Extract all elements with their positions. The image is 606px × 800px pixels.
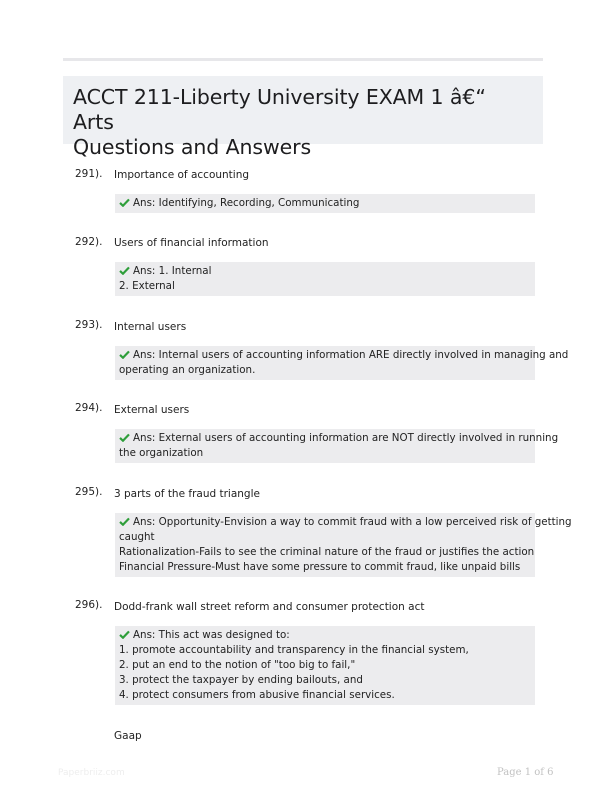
question-text: 3 parts of the fraud triangle: [114, 488, 260, 500]
answer-text: Ans: Opportunity-Envision a way to commit fraud with a low perceived risk of getting: [133, 516, 572, 528]
answer-text: Ans: Identifying, Recording, Communicating: [133, 197, 360, 209]
answer-line: [119, 348, 569, 363]
answer-line: 4. protect consumers from abusive financial services.: [119, 689, 395, 701]
answer-line: caught: [119, 531, 155, 543]
question-text: External users: [114, 404, 190, 416]
answer-text: Ans: This act was designed to:: [133, 629, 290, 641]
question-number: 291).: [75, 168, 103, 180]
footer-watermark: Paperbriiz.com: [58, 768, 125, 778]
answer-box: [115, 513, 572, 577]
document-title-line-2: Questions and Answers: [73, 135, 312, 159]
question-number: 294).: [75, 402, 103, 414]
answer-line: the organization: [119, 447, 204, 459]
answer-line: [119, 628, 531, 643]
question-text: Importance of accounting: [114, 169, 250, 181]
check-icon: [119, 350, 130, 359]
answer-line: Financial Pressure-Must have some pressure to commit fraud, like unpaid bills: [119, 561, 521, 573]
question-number: 292).: [75, 236, 103, 248]
answer-text: Ans: External users of accounting information are NOT directly involved in running: [133, 432, 559, 444]
answer-text: Ans: 1. Internal: [133, 265, 212, 277]
page-number: Page 1 of 6: [497, 767, 554, 778]
answer-line: [119, 431, 559, 446]
answer-box: [115, 262, 535, 296]
answer-line: 2. External: [119, 280, 175, 292]
answer-line: operating an organization.: [119, 364, 256, 376]
question-text: Dodd-frank wall street reform and consumer protection act: [114, 601, 425, 613]
question-text: Internal users: [114, 321, 187, 333]
answer-line: 2. put an end to the notion of "too big to fail,": [119, 659, 356, 671]
trailing-question-text: Gaap: [114, 730, 142, 742]
check-icon: [119, 433, 130, 442]
answer-box: [115, 626, 535, 705]
answer-line: [119, 196, 531, 211]
answer-box: [115, 194, 535, 213]
question-number: 296).: [75, 599, 103, 611]
check-icon: [119, 517, 130, 526]
answer-line: [119, 515, 572, 530]
answer-line: 1. promote accountability and transparency in the financial system,: [119, 644, 469, 656]
answer-line: [119, 264, 531, 279]
check-icon: [119, 630, 130, 639]
answer-box: [115, 429, 559, 463]
document-title: [73, 85, 533, 160]
answer-text: Ans: Internal users of accounting information ARE directly involved in managing and: [133, 349, 569, 361]
answer-box: [115, 346, 569, 380]
top-divider: [63, 58, 543, 61]
question-number: 295).: [75, 486, 103, 498]
title-banner: [63, 76, 543, 159]
question-text: Users of financial information: [114, 237, 269, 249]
document-title-line-1: ACCT 211-Liberty University EXAM 1 â€“ Arts: [73, 85, 486, 134]
check-icon: [119, 198, 130, 207]
question-number: 293).: [75, 319, 103, 331]
answer-line: Rationalization-Fails to see the criminal nature of the fraud or justifies the action: [119, 546, 535, 558]
answer-line: 3. protect the taxpayer by ending bailouts, and: [119, 674, 363, 686]
check-icon: [119, 266, 130, 275]
